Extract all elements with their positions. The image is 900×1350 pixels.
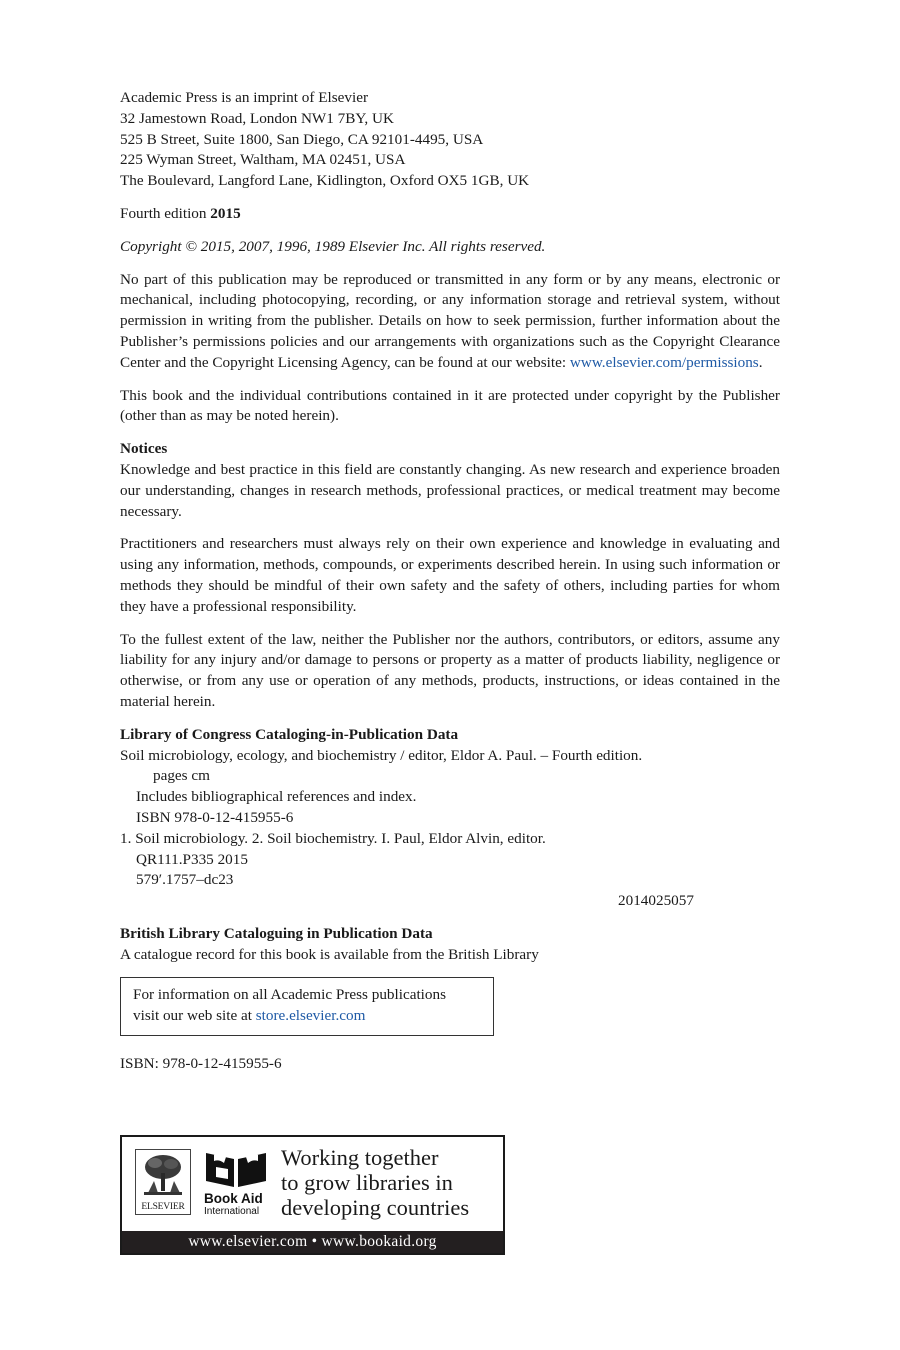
- british-library-block: [120, 924, 780, 966]
- info-box: [120, 977, 494, 1036]
- store-link[interactable]: store.elsevier.com: [255, 1007, 366, 1025]
- notices-paragraph-3: To the fullest extent of the law, neither the Publisher nor the authors, contributors, or editors, assume any liability for any injury and/or damage to persons or property as a matter of products liability, negligence or otherwise, or from any use or operation of any methods, products, instructions, or ideas contained in the material herein.: [120, 630, 780, 710]
- bookaid-sub: International: [204, 1206, 260, 1217]
- loc-cip-block: [120, 725, 780, 912]
- copyright-page: [120, 88, 780, 1075]
- loc-title-line: Soil microbiology, ecology, and biochemistry / editor, Eldor A. Paul. – Fourth edition.: [120, 746, 643, 764]
- elsevier-tree-icon: [140, 1153, 186, 1197]
- notices-paragraph-1: Knowledge and best practice in this field are constantly changing. As new research and experience broaden our understanding, changes in research methods, professional practices, or medical treatment may become necessary.: [120, 460, 780, 520]
- copyright-notice: Copyright © 2015, 2007, 1996, 1989 Elsevier Inc. All rights reserved.: [120, 237, 546, 255]
- protection-paragraph: This book and the individual contributions contained in it are protected under copyright by the Publisher (other than as may be noted herein).: [120, 386, 780, 425]
- loc-subjects: 1. Soil microbiology. 2. Soil biochemistry. I. Paul, Eldor Alvin, editor.: [120, 829, 546, 847]
- elsevier-logo-label: ELSEVIER: [141, 1202, 185, 1212]
- loc-dewey: 579′.1757–dc23: [136, 871, 234, 889]
- publisher-address: [120, 88, 780, 192]
- loc-pages: pages cm: [153, 767, 210, 785]
- edition-line: [120, 204, 780, 225]
- info-line-2: [133, 1006, 481, 1027]
- publisher-line: 525 B Street, Suite 1800, San Diego, CA 92101-4495, USA: [120, 130, 484, 148]
- publisher-line: 32 Jamestown Road, London NW1 7BY, UK: [120, 109, 394, 127]
- info-line-1: For information on all Academic Press publications: [133, 986, 446, 1004]
- bookaid-banner: [120, 1135, 505, 1255]
- elsevier-logo: [135, 1149, 191, 1215]
- bookaid-name: Book Aid: [204, 1191, 263, 1206]
- banner-top: [122, 1137, 503, 1233]
- isbn-line: ISBN: 978-0-12-415955-6: [120, 1055, 282, 1073]
- permissions-link[interactable]: www.elsevier.com/permissions: [569, 353, 759, 371]
- permissions-end: .: [758, 353, 763, 371]
- slogan-line: Working together: [281, 1145, 439, 1170]
- edition-label: Fourth edition: [120, 204, 207, 222]
- loc-call-number: QR111.P335 2015: [136, 850, 248, 868]
- publisher-line: 225 Wyman Street, Waltham, MA 02451, USA: [120, 151, 406, 169]
- notices-paragraph-2: Practitioners and researchers must always rely on their own experience and knowledge in evaluating and using any information, methods, compounds, or experiments described herein. In using such information or methods they should be mindful of their own safety and the safety of others, including parties for whom they have a professional responsibility.: [120, 535, 780, 615]
- british-text: A catalogue record for this book is available from the British Library: [120, 945, 539, 963]
- info-line-2-prefix: visit our web site at: [133, 1007, 256, 1025]
- permissions-paragraph: [120, 270, 780, 374]
- british-heading: British Library Cataloguing in Publication Data: [120, 924, 433, 942]
- notices-heading: Notices: [120, 440, 168, 458]
- loc-lccn: 2014025057: [618, 892, 694, 910]
- loc-isbn: ISBN 978-0-12-415955-6: [136, 808, 294, 826]
- book-hands-icon: [204, 1149, 270, 1189]
- bookaid-logo: [204, 1149, 274, 1219]
- loc-biblio: Includes bibliographical references and index.: [136, 788, 417, 806]
- banner-url-strip[interactable]: www.elsevier.com • www.bookaid.org: [122, 1231, 503, 1253]
- publisher-line: The Boulevard, Langford Lane, Kidlington, Oxford OX5 1GB, UK: [120, 172, 530, 190]
- permissions-text: No part of this publication may be reproduced or transmitted in any form or by any means, electronic or mechanical, including photocopying, recording, or any information storage and retrieval system, without permission in writing from the publisher. Details on how to seek permission, further information about the Publisher’s permissions policies and our arrangements with organizations such as the Copyright Clearance Center and the Copyright Licensing Agency, can be found at our website:: [120, 270, 780, 371]
- slogan-line: to grow libraries in: [281, 1170, 453, 1195]
- banner-slogan: [281, 1145, 469, 1220]
- publisher-line: Academic Press is an imprint of Elsevier: [120, 89, 368, 106]
- edition-year: 2015: [210, 204, 241, 222]
- slogan-line: developing countries: [281, 1195, 470, 1220]
- loc-heading: Library of Congress Cataloging-in-Publication Data: [120, 725, 459, 743]
